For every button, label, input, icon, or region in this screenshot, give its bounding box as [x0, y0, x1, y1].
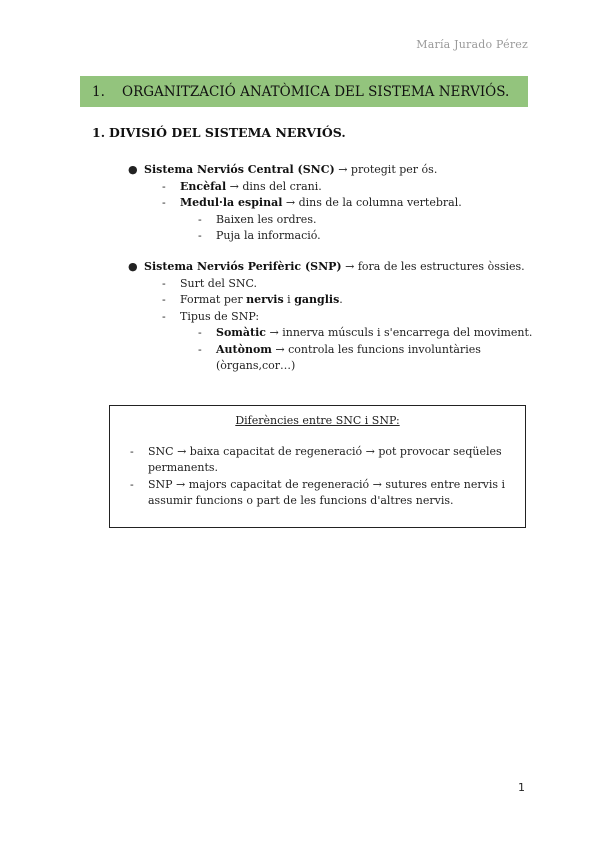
page-number: 1	[518, 781, 525, 794]
list-item: - Baixen les ordres.	[198, 212, 317, 226]
snc-block	[128, 162, 462, 245]
snc-title: Sistema Nerviós Central (SNC)	[144, 163, 335, 176]
list-item-continuation: (òrgans,cor…)	[216, 359, 296, 372]
differences-box	[109, 405, 526, 528]
bullet-icon: ●	[128, 260, 138, 273]
snp-block	[128, 259, 532, 375]
list-item: - Medul·la espinal → dins de la columna vertebral.	[162, 196, 462, 209]
list-item: - SNC → baixa capacitat de regeneració → pot provocar seqüeles permanents.	[130, 444, 502, 474]
list-item: - Somàtic → innerva músculs i s'encarrega del moviment.	[198, 326, 533, 339]
snc-bullet-item	[128, 162, 462, 179]
list-item: - Tipus de SNP:	[162, 309, 260, 323]
section-title: DIVISIÓ DEL SISTEMA NERVIÓS.	[109, 125, 346, 140]
chapter-banner	[80, 76, 528, 107]
section-number: 1.	[92, 125, 106, 140]
chapter-title: ORGANITZACIÓ ANATÒMICA DEL SISTEMA NERVIÓS.	[122, 83, 510, 100]
differences-title: Diferències entre SNC i SNP:	[235, 414, 400, 427]
snp-description: → fora de les estructures òssies.	[341, 260, 525, 273]
list-item: - Autònom → controla les funcions involuntàries	[198, 342, 481, 356]
list-item: - Surt del SNC.	[162, 276, 258, 290]
list-item: - SNP → majors capacitat de regeneració → sutures entre nervis i assumir funcions o part de les funcions d'altres nervis.	[130, 477, 506, 507]
list-item: - Format per nervis i ganglis.	[162, 293, 343, 306]
bullet-icon: ●	[128, 163, 138, 176]
snp-bullet-item	[128, 259, 532, 276]
author-name: María Jurado Pérez	[416, 38, 528, 51]
section-heading	[92, 125, 346, 140]
list-item: - Puja la informació.	[198, 229, 321, 242]
chapter-number: 1.	[92, 83, 105, 100]
snp-title: Sistema Nerviós Perifèric (SNP)	[144, 260, 342, 273]
snc-description: → protegit per ós.	[334, 163, 438, 176]
list-item: - Encèfal → dins del crani.	[162, 179, 322, 193]
